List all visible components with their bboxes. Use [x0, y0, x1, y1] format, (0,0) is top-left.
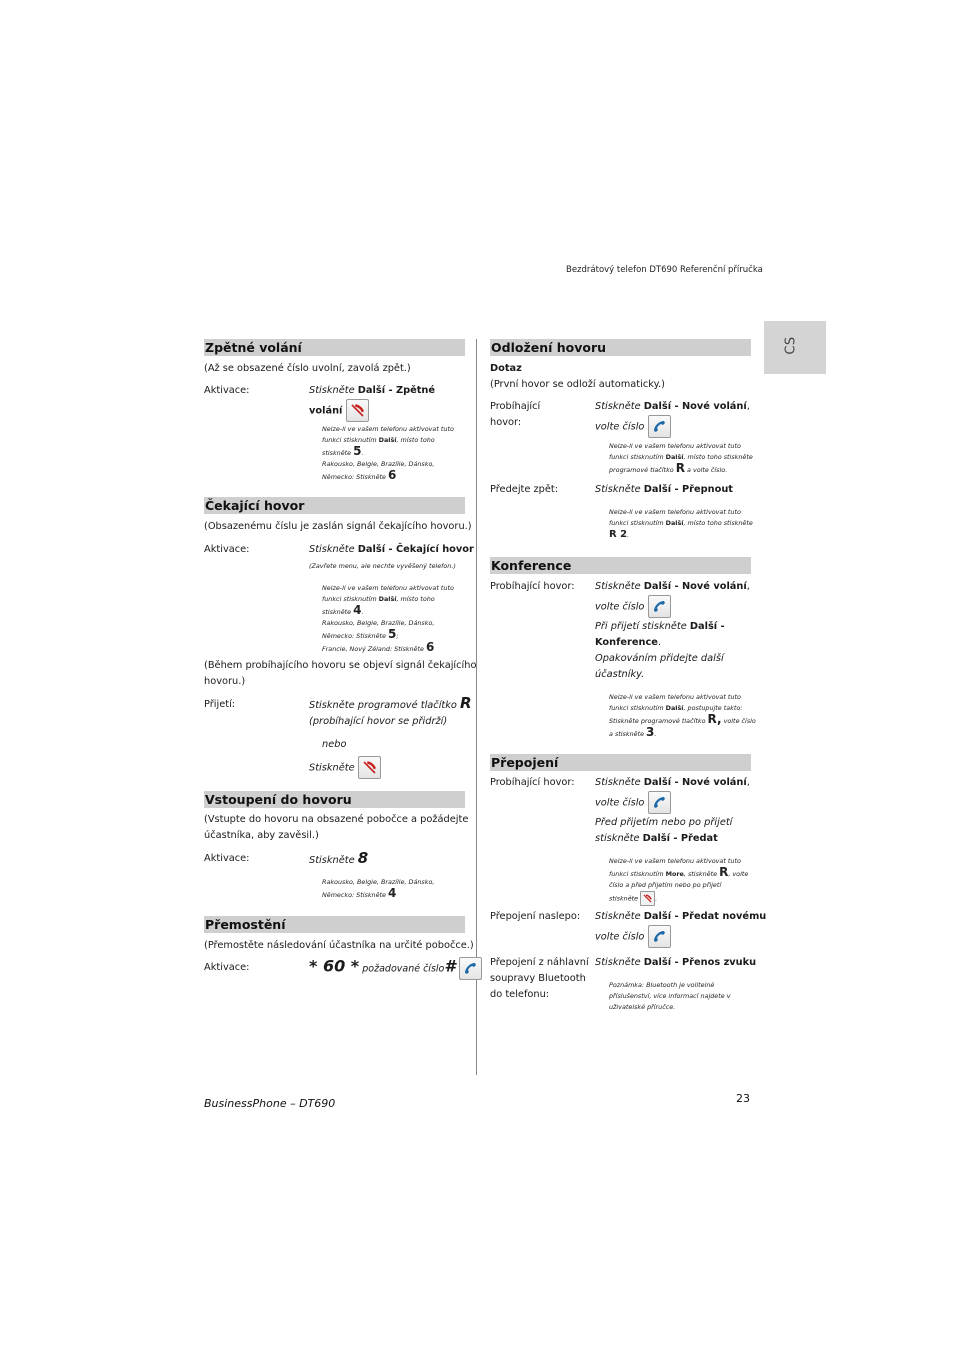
row-label: Přijetí: [204, 699, 236, 710]
row-label: Přepojení naslepo: [490, 911, 581, 922]
note-key: 4 [388, 886, 397, 900]
note-line: Nelze-li ve vašem telefonu aktivovat tuto [609, 442, 741, 450]
note-key: R 2 [609, 529, 628, 540]
action-verb: Opakováním přidejte další [595, 653, 724, 664]
action-verb: Stiskněte [309, 855, 358, 866]
action-verb: Stiskněte [595, 957, 644, 968]
note-line: funkci stisknutím [609, 519, 666, 527]
row-label [490, 399, 540, 431]
action-verb: Před přijetím nebo po přijetí [595, 817, 733, 828]
action-verb: Stiskněte [595, 777, 644, 788]
row-label: Probíhající hovor: [490, 581, 575, 592]
footnote-block [609, 507, 753, 541]
section-heading-zpetne-volani: Zpětné volání [204, 339, 465, 356]
note-line: Rakousko, Belgie, Brazílie, Dánsko, [322, 460, 435, 468]
prefix-code: * 60 * [309, 956, 360, 976]
phone-offhook-icon [648, 791, 671, 814]
note-line: , místo toho [396, 595, 435, 603]
note-line: a volte číslo. [684, 466, 728, 474]
action-keys: Další - Nové volání [643, 581, 747, 592]
section-heading-konference: Konference [490, 557, 751, 574]
note-line: Rakousko, Belgie, Brazílie, Dánsko, [322, 619, 435, 627]
footnote-block [609, 856, 748, 906]
action-verb: stiskněte [595, 833, 643, 844]
punct: , [746, 401, 750, 412]
label-line: hovor: [490, 417, 522, 428]
footnote-block [609, 980, 730, 1013]
action-verb: Stiskněte [309, 385, 358, 396]
punct: . [657, 637, 662, 648]
note-line: . [361, 449, 364, 457]
phone-offhook-icon [648, 415, 671, 438]
section-description: (Přemostěte následování účastníka na určité pobočce.) [204, 940, 474, 951]
desc-line: (Vstupte do hovoru na obsazené pobočce a požádejte [204, 814, 469, 825]
digit-key: 8 [357, 849, 369, 867]
section-description: (První hovor se odloží automaticky.) [490, 379, 665, 390]
note-line: Nelze-li ve vašem telefonu aktivovat tuto [322, 584, 454, 592]
action-text [595, 909, 766, 948]
note-line: stiskněte [322, 608, 354, 616]
row-label: Aktivace: [204, 853, 250, 864]
note-line: Nelze-li ve vašem telefonu aktivovat tuto [609, 857, 741, 865]
note-line: stiskněte [322, 449, 354, 457]
row-label: Aktivace: [204, 544, 250, 555]
footnote-block [609, 692, 756, 740]
note-line: , stiskněte [683, 870, 720, 878]
note-line: Francie, Nový Zéland: Stiskněte [322, 645, 426, 653]
note-line: Nelze-li ve vašem telefonu aktivovat tuto [609, 693, 741, 701]
action-text [309, 383, 465, 422]
note-line: funkci stisknutím [322, 595, 379, 603]
action-keys: Další - [689, 621, 725, 632]
action-text [595, 775, 750, 814]
note-line: . [654, 730, 657, 738]
desc-line: (Během probíhajícího hovoru se objeví signál čekajícího [204, 660, 477, 671]
program-key-r: R [460, 694, 472, 712]
action-verb: Stiskněte [309, 544, 358, 555]
section-heading-odlozeni: Odložení hovoru [490, 339, 751, 356]
language-tab [764, 321, 826, 374]
note-line: . [655, 894, 658, 903]
row-label [490, 955, 589, 1003]
note-line: , místo toho [396, 436, 435, 444]
action-verb: volte číslo [595, 931, 645, 943]
row-label: Aktivace: [204, 962, 250, 973]
note-line: funkci stisknutím [609, 870, 666, 878]
hash-key: # [444, 956, 456, 976]
action-text [595, 619, 725, 683]
label-line: soupravy Bluetooth [490, 973, 586, 984]
action-text [595, 399, 750, 438]
footnote-block [322, 583, 454, 655]
note-key: 4 [353, 603, 362, 617]
action-keys: Další - Předat [642, 833, 718, 844]
note-line: uživatelské příručce. [609, 1003, 676, 1011]
action-text [595, 579, 750, 618]
label-line: do telefonu: [490, 989, 550, 1000]
note-line: funkci stisknutím [609, 453, 666, 461]
note-line: a stiskněte [609, 730, 647, 738]
phone-offhook-icon [648, 595, 671, 618]
note-line: Německo: Stiskněte [322, 473, 388, 481]
phone-onhook-icon [640, 891, 658, 906]
note-line: Nelze-li ve vašem telefonu aktivovat tuto [322, 425, 454, 433]
note-line: Stiskněte programové tlačítko [609, 717, 708, 725]
note-line: funkci stisknutím [609, 704, 666, 712]
action-verb: Stiskněte [595, 401, 644, 412]
action-text [309, 542, 474, 558]
action-keys: Další - Zpětné [357, 385, 436, 396]
label-line: Přepojení z náhlavní [490, 957, 589, 968]
action-verb: volte číslo [595, 421, 645, 433]
note-key: R, [707, 712, 722, 726]
section-description: (Obsazenému číslu je zaslán signál čekajícího hovoru.) [204, 521, 472, 532]
action-keys: Další - Předat novému [643, 911, 767, 922]
note-line: Nelze-li ve vašem telefonu aktivovat tuto [609, 508, 741, 516]
action-keys: Další - Přepnout [643, 484, 733, 495]
note-line: příslušenství, více informací najdete v [609, 992, 731, 1000]
action-keys: Konference [595, 637, 658, 648]
page-number: 23 [736, 1092, 750, 1105]
note-line: , volte [728, 870, 749, 878]
note-key: Další [665, 704, 684, 712]
footnote-block [322, 877, 434, 901]
action-text [595, 815, 732, 847]
punct: , [746, 777, 750, 788]
row-label: Předejte zpět: [490, 484, 559, 495]
note-key: Další [665, 453, 684, 461]
note-key: 6 [425, 640, 435, 654]
action-keys: Další - Čekající hovor [357, 544, 474, 555]
note-line: ; [396, 632, 399, 640]
note-line: stiskněte [609, 894, 639, 903]
note-line: , místo toho stiskněte [683, 519, 753, 527]
action-verb: účastníky. [595, 669, 645, 680]
action-text [309, 850, 368, 869]
subheading: Dotaz [490, 363, 522, 374]
action-text [595, 955, 756, 971]
action-verb: Stiskněte [595, 581, 644, 592]
punct: , [746, 581, 750, 592]
action-keys: Další - Přenos zvuku [643, 957, 757, 968]
note-line: Německo: Stiskněte [322, 891, 388, 899]
note-line: Poznámka: Bluetooth je volitelné [609, 981, 715, 989]
action-text [309, 756, 381, 779]
desc-line: účastníka, aby zavěsil.) [204, 830, 319, 841]
note-line: , postupujte takto: [683, 704, 743, 712]
section-description [204, 812, 468, 844]
action-keys: volání [309, 405, 343, 417]
note-key: 6 [388, 468, 397, 482]
action-verb: Stiskněte [595, 911, 644, 922]
row-label: Aktivace: [204, 385, 250, 396]
section-description: (Až se obsazené číslo uvolní, zavolá zpět.) [204, 363, 411, 374]
action-verb: Stiskněte programové tlačítko [309, 700, 461, 711]
or-text: nebo [322, 739, 347, 750]
action-keys: Další - Nové volání [643, 777, 747, 788]
note-line: Rakousko, Belgie, Brazílie, Dánsko, [322, 878, 435, 886]
note-line: programové tlačítko [609, 466, 676, 474]
note-key: 5 [388, 627, 397, 641]
row-label: Probíhající hovor: [490, 777, 575, 788]
note-key: Další [665, 519, 684, 527]
section-heading-vstoupeni: Vstoupení do hovoru [204, 791, 465, 808]
note-key: Další [378, 595, 397, 603]
phone-offhook-icon [648, 925, 671, 948]
note-key: R [719, 865, 729, 879]
desc-line: hovoru.) [204, 676, 246, 687]
note-key: Další [378, 436, 397, 444]
label-line: Probíhající [490, 401, 541, 412]
footnote-block [322, 424, 454, 483]
action-verb: volte číslo [595, 797, 645, 809]
section-description [204, 658, 476, 690]
action-text [309, 957, 482, 980]
action-subtext: požadované číslo [362, 963, 445, 975]
note-key: R [675, 461, 685, 475]
note-key: 3 [646, 725, 655, 739]
phone-offhook-icon [459, 957, 482, 980]
phone-onhook-icon [346, 399, 369, 422]
action-text [309, 695, 472, 730]
note-line: . [361, 608, 364, 616]
action-verb: volte číslo [595, 601, 645, 613]
note-line: Německo: Stiskněte [322, 632, 388, 640]
note-line: , místo toho stiskněte [683, 453, 753, 461]
note-line: funkci stisknutím [322, 436, 379, 444]
action-verb: Při přijetí stiskněte [595, 621, 690, 632]
note-line: číslo a před přijetím nebo po přijetí [609, 881, 722, 889]
phone-onhook-icon [358, 756, 381, 779]
footnote-block [609, 441, 753, 476]
note-line: . [627, 531, 630, 539]
section-heading-premosteni: Přemostění [204, 916, 465, 933]
note-line: volte číslo [721, 717, 756, 725]
action-verb: Stiskněte [595, 484, 644, 495]
note-key: More [665, 870, 684, 878]
note-key: 5 [353, 444, 362, 458]
action-text [595, 482, 733, 498]
language-tab-label: CS [783, 336, 799, 355]
action-subtext: (probíhající hovor se přidrží) [309, 716, 448, 727]
action-verb: Stiskněte [309, 762, 355, 774]
action-subnote: (Zavřete menu, ale nechte vyvěšený telefon.) [309, 562, 456, 570]
section-heading-prepojeni: Přepojení [490, 754, 751, 771]
footer-book-title: BusinessPhone – DT690 [204, 1097, 336, 1110]
section-heading-cekajici-hovor: Čekající hovor [204, 497, 465, 514]
action-keys: Další - Nové volání [643, 401, 747, 412]
running-header: Bezdrátový telefon DT690 Referenční příručka [566, 265, 763, 275]
